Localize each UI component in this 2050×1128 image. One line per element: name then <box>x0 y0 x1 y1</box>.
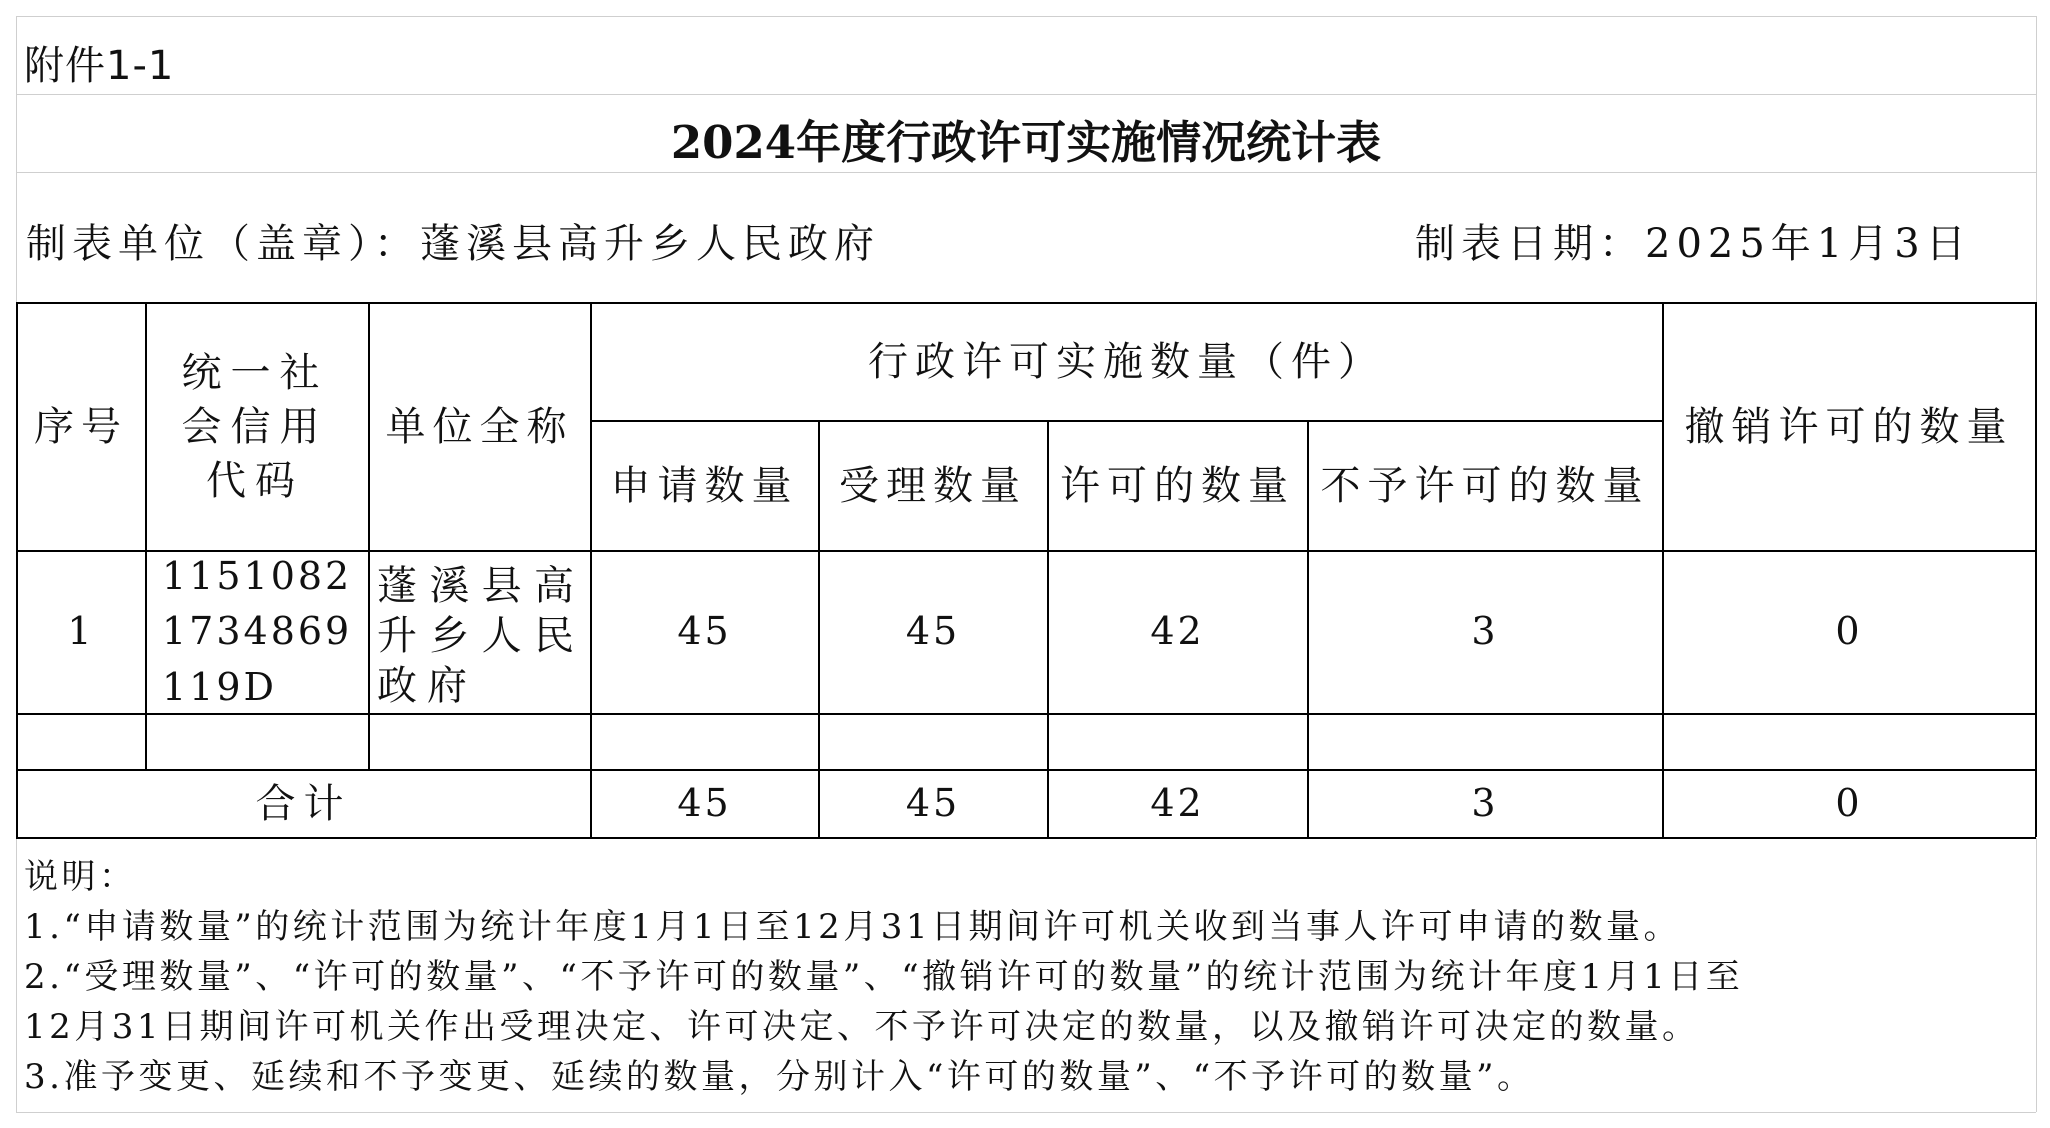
total-applied: 45 <box>677 780 732 825</box>
sheet-gridline <box>2036 16 2037 302</box>
header-seq: 序号 <box>34 403 128 450</box>
unit-label: 制表单位（盖章）：蓬溪县高升乡人民政府 <box>26 221 880 267</box>
row1-credit-code: 11510821734869119D <box>162 554 353 709</box>
annex-label: 附件1-1 <box>24 43 175 89</box>
table-border <box>16 837 2036 839</box>
header-permitted: 许可的数量 <box>1060 462 1295 509</box>
total-accepted: 45 <box>905 780 961 825</box>
header-credit-code: 统一社会信用代码 <box>181 349 329 504</box>
note-line-3: 12月31日期间许可机关作出受理决定、许可决定、不予许可决定的数量，以及撤销许可决定的数量。 <box>24 1007 1700 1047</box>
sheet-gridline <box>2036 838 2037 1112</box>
sheet-gridline <box>16 94 2036 95</box>
header-revoked: 撤销许可的数量 <box>1684 403 2014 450</box>
notes-section <box>24 852 2034 1102</box>
row1-unit-name: 蓬溪县高升乡人民政府 <box>377 563 584 709</box>
total-label: 合计 <box>255 780 352 827</box>
header-denied: 不予许可的数量 <box>1320 462 1650 509</box>
sheet-gridline <box>16 16 2036 17</box>
row1-revoked: 0 <box>1835 609 1863 654</box>
sheet-gridline <box>16 838 17 1112</box>
table-border <box>145 302 147 769</box>
sheet-gridline <box>16 172 2036 173</box>
row1-accepted: 45 <box>905 609 961 654</box>
header-accepted: 受理数量 <box>839 462 1027 509</box>
sheet-gridline <box>16 1112 2036 1113</box>
note-line-2: 2.“受理数量”、“许可的数量”、“不予许可的数量”、“撤销许可的数量”的统计范围为统计年度1月1日至 <box>24 957 1744 997</box>
row1-permitted: 42 <box>1150 609 1205 654</box>
header-applied: 申请数量 <box>610 462 799 509</box>
row1-denied: 3 <box>1471 609 1499 654</box>
date-label: 制表日期：2025年1月3日 <box>1415 221 1972 267</box>
total-permitted: 42 <box>1150 780 1205 825</box>
row1-applied: 45 <box>677 609 732 654</box>
total-revoked: 0 <box>1835 780 1863 825</box>
total-denied: 3 <box>1471 780 1499 825</box>
header-implementation-group: 行政许可实施数量（件） <box>868 338 1385 385</box>
header-unit-name: 单位全称 <box>385 403 574 450</box>
note-line-4: 3.准予变更、延续和不予变更、延续的数量，分别计入“许可的数量”、“不予许可的数量”。 <box>24 1057 1535 1097</box>
page-title: 2024年度行政许可实施情况统计表 <box>670 116 1382 169</box>
note-line-1: 1.“申请数量”的统计范围为统计年度1月1日至12月31日期间许可机关收到当事人许可申请的数量。 <box>24 907 1681 947</box>
table-border <box>2035 302 2037 837</box>
notes-heading: 说明： <box>24 857 137 897</box>
row1-seq: 1 <box>67 609 95 654</box>
